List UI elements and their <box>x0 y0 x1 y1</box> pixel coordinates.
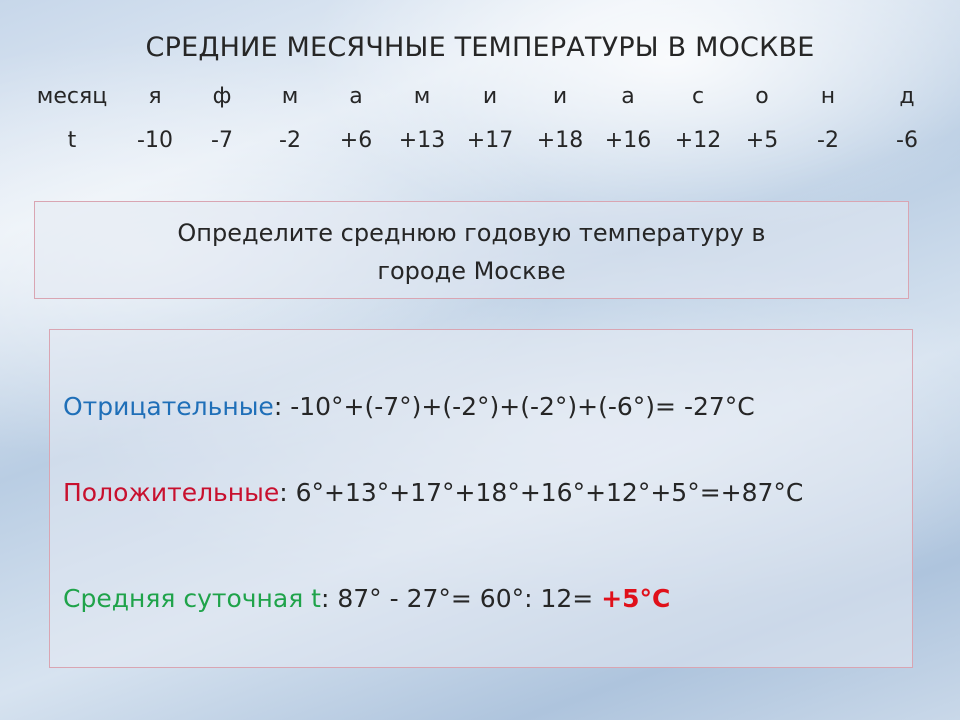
positive-line <box>63 478 803 507</box>
month-cell: ф <box>212 84 232 109</box>
average-expression: : 87° - 27°= 60°: 12= <box>320 584 602 613</box>
temp-cell: +18 <box>536 128 584 153</box>
temps-row <box>0 128 960 168</box>
temp-cell: -7 <box>211 128 233 153</box>
average-line <box>63 584 670 613</box>
average-result: +5°С <box>601 584 671 613</box>
temp-cell: -6 <box>896 128 918 153</box>
temp-cell: -10 <box>137 128 173 153</box>
positive-label: Положительные <box>63 478 280 507</box>
month-cell: м <box>413 84 431 109</box>
month-cell: н <box>820 84 836 109</box>
task-line-1: Определите среднюю годовую температуру в <box>177 219 766 247</box>
average-label: Средняя суточная t <box>63 584 321 613</box>
temp-cell: +13 <box>398 128 446 153</box>
negative-label: Отрицательные <box>63 392 274 421</box>
month-cell: и <box>552 84 568 109</box>
month-header: месяц <box>36 84 108 109</box>
task-box <box>34 201 909 299</box>
temp-header: t <box>67 128 77 153</box>
temp-cell: +12 <box>674 128 722 153</box>
month-cell: о <box>755 84 769 109</box>
months-row <box>0 84 960 124</box>
month-cell: м <box>281 84 299 109</box>
month-cell: с <box>691 84 705 109</box>
temp-cell: +6 <box>339 128 373 153</box>
temp-cell: +16 <box>604 128 652 153</box>
month-cell: а <box>349 84 363 109</box>
temp-cell: -2 <box>817 128 839 153</box>
temp-cell: -2 <box>279 128 301 153</box>
positive-expression: : 6°+13°+17°+18°+16°+12°+5°=+87°С <box>279 478 804 507</box>
temp-cell: +5 <box>745 128 779 153</box>
month-cell: и <box>482 84 498 109</box>
task-line-2: городе Москве <box>377 257 566 285</box>
negative-expression: : -10°+(-7°)+(-2°)+(-2°)+(-6°)= -27°С <box>273 392 755 421</box>
temp-cell: +17 <box>466 128 514 153</box>
solution-box <box>49 329 913 668</box>
month-cell: а <box>621 84 635 109</box>
month-cell: я <box>148 84 162 109</box>
negative-line <box>63 392 755 421</box>
month-cell: д <box>899 84 915 109</box>
slide-title: СРЕДНИЕ МЕСЯЧНЫЕ ТЕМПЕРАТУРЫ В МОСКВЕ <box>145 32 815 63</box>
